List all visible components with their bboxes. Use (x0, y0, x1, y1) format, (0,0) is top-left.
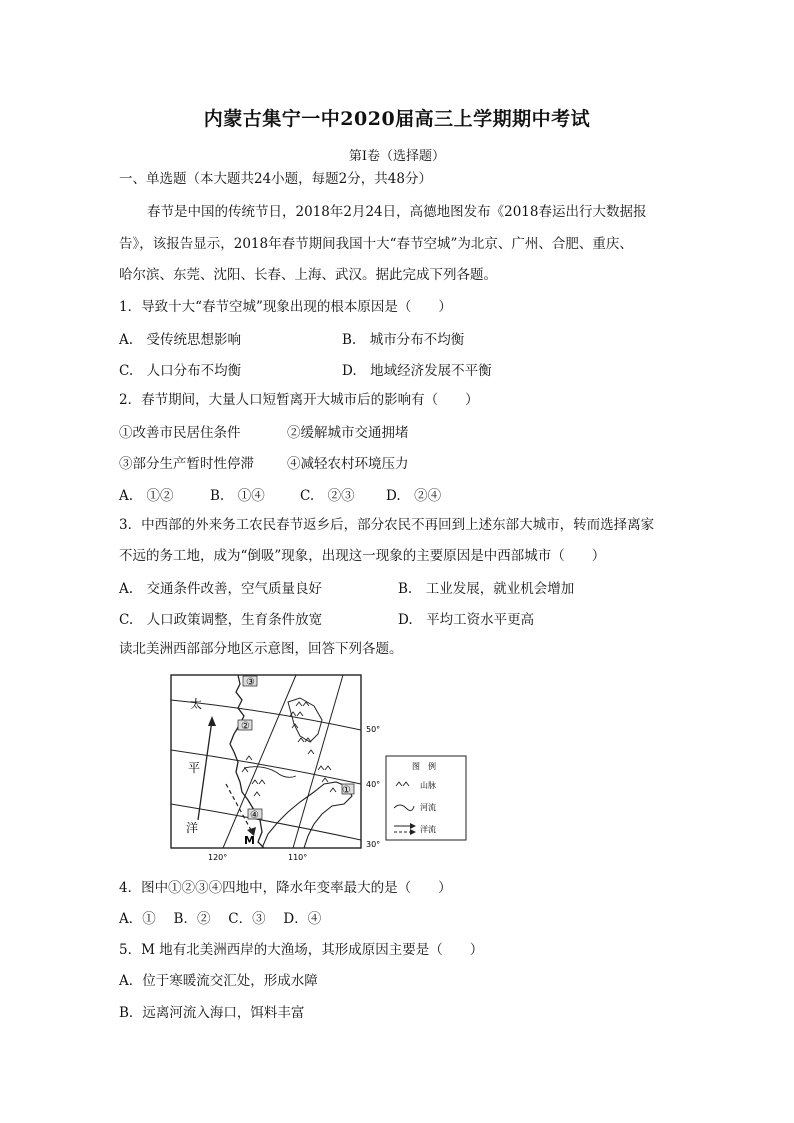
lon-label-110: 110° (288, 853, 308, 862)
north-america-west-map (168, 672, 468, 864)
question-2-statement-3: ③部分生产暂时性停滞 (119, 456, 254, 472)
question-1-option-c: C. 人口分布不均衡 (119, 363, 242, 379)
map-intro: 读北美洲西部部分地区示意图，回答下列各题。 (119, 641, 403, 657)
lon-label-120: 120° (208, 853, 228, 862)
point-label-1: ① (342, 785, 351, 796)
point-label-3: ③ (246, 677, 255, 688)
question-4-stem: 4．图中①②③④四地中，降水年变率最大的是（ ） (119, 880, 452, 896)
ocean-char-1: 太 (190, 697, 203, 711)
m-label: M (244, 834, 255, 847)
question-1-stem: 1．导致十大“春节空城”现象出现的根本原因是（ ） (119, 299, 452, 315)
question-2-statement-4: ④减轻农村环境压力 (287, 456, 409, 472)
question-1-option-d: D. 地域经济发展不平衡 (342, 363, 492, 379)
point-label-4: ④ (250, 810, 259, 821)
passage-line-2: 告》，该报告显示，2018年春节期间我国十大“春节空城”为北京、广州、合肥、重庆、 (119, 236, 633, 252)
question-3-stem-line-2: 不远的务工地，成为“倒吸”现象，出现这一现象的主要原因是中西部城市（ ） (119, 548, 606, 564)
legend-mountain-label: 山脉 (420, 781, 436, 790)
question-2-stem: 2．春节期间，大量人口短暂离开大城市后的影响有（ ） (119, 392, 479, 408)
lat-label-50: 50° (366, 725, 381, 734)
question-5-stem: 5．M 地有北美洲西岸的大渔场，其形成原因主要是（ ） (119, 942, 484, 958)
question-1-option-a: A. 受传统思想影响 (119, 332, 242, 348)
question-3-option-c: C. 人口政策调整，生育条件放宽 (119, 612, 323, 628)
question-2-statement-2: ②缓解城市交通拥堵 (287, 425, 409, 441)
passage-line-3: 哈尔滨、东莞、沈阳、长春、上海、武汉。据此完成下列各题。 (119, 267, 497, 283)
question-4-options: A．① B．② C．③ D．④ (119, 911, 322, 927)
ocean-char-2: 平 (188, 761, 201, 775)
map-legend (386, 756, 466, 840)
legend-current-label: 洋流 (420, 825, 436, 834)
point-label-2: ② (241, 721, 250, 732)
exam-subtitle: 第Ⅰ卷（选择题） (348, 149, 446, 164)
question-3-stem-line-1: 3．中西部的外来务工农民春节返乡后，部分农民不再回到上述东部大城市，转而选择离家 (119, 517, 655, 533)
question-3-option-a: A. 交通条件改善，空气质量良好 (119, 581, 323, 597)
lat-label-40: 40° (366, 780, 381, 789)
question-1-option-b: B. 城市分布不均衡 (342, 332, 465, 348)
exam-title: 内蒙古集宁一中2020届高三上学期期中考试 (203, 108, 591, 130)
legend-river-label: 河流 (420, 803, 436, 812)
question-2-option-a: A. ①② (119, 488, 174, 504)
lat-label-30: 30° (366, 840, 381, 849)
question-2-option-d: D. ②④ (386, 488, 442, 504)
legend-title: 图 例 (412, 762, 436, 771)
question-5-option-a: A．位于寒暖流交汇处，形成水障 (119, 973, 318, 989)
ocean-char-3: 洋 (186, 821, 199, 835)
question-3-option-d: D. 平均工资水平更高 (398, 612, 535, 628)
question-2-option-b: B. ①④ (210, 488, 265, 504)
question-3-option-b: B. 工业发展，就业机会增加 (398, 581, 575, 597)
passage-line-1: 春节是中国的传统节日，2018年2月24日，高德地图发布《2018春运出行大数据报 (147, 204, 647, 220)
question-5-option-b: B．远离河流入海口，饵料丰富 (119, 1005, 305, 1021)
section-heading: 一、单选题（本大题共24小题，每题2分，共48分） (119, 171, 432, 187)
question-2-option-c: C. ②③ (300, 488, 355, 504)
question-2-statement-1: ①改善市民居住条件 (119, 425, 241, 441)
